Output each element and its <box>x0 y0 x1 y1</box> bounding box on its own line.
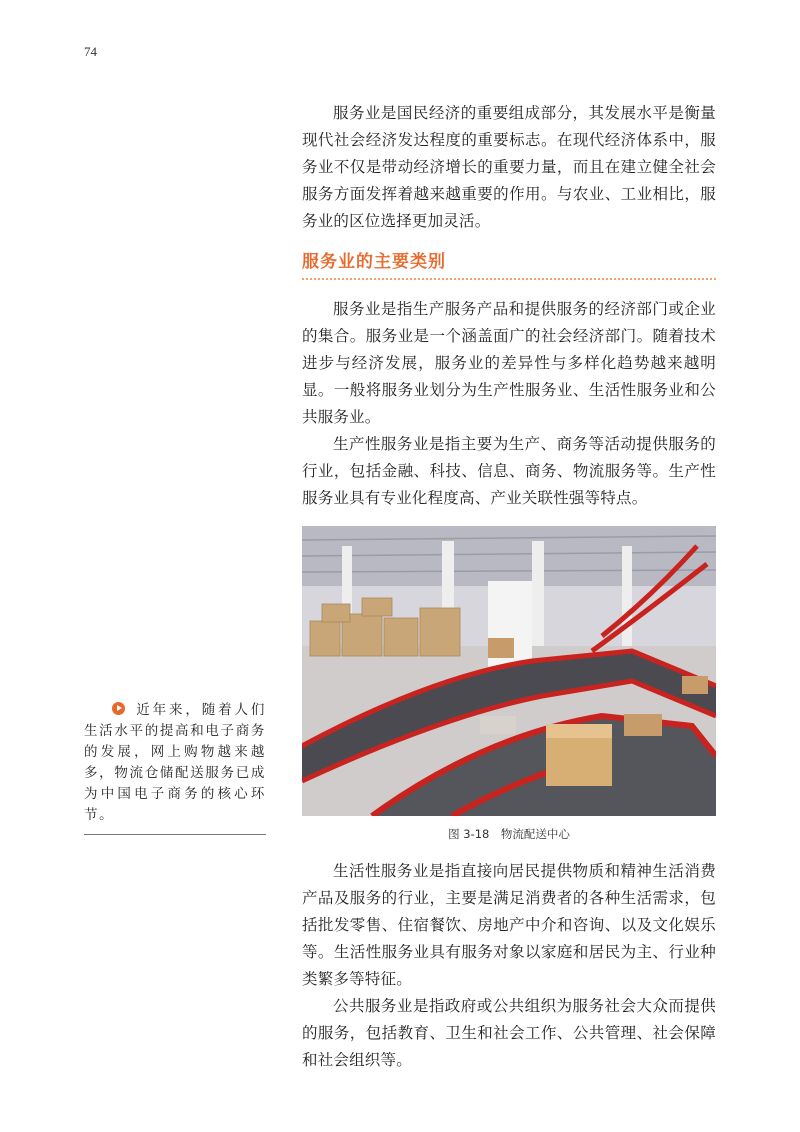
section-paragraph-1: 服务业是指生产服务产品和提供服务的经济部门或企业的集合。服务业是一个涵盖面广的社会经济部门。随着技术进步与经济发展，服务业的差异性与多样化趋势越来越明显。一般将服务业划分为生产性服务业、生活性服务业和公共服务业。 <box>302 300 716 426</box>
sidenote-text: 近年来，随着人们生活水平的提高和电子商务的发展，网上购物越来越多，物流仓储配送服务已成为中国电子商务的核心环节。 <box>84 702 266 823</box>
figure <box>302 526 716 842</box>
warehouse-illustration <box>302 526 716 816</box>
sidenote <box>84 700 266 835</box>
figure-caption: 图 3-18 物流配送中心 <box>448 827 570 841</box>
section-heading: 服务业的主要类别 <box>302 247 716 280</box>
section-body <box>302 296 716 512</box>
warehouse-photo <box>302 526 716 816</box>
main-column <box>302 100 716 1074</box>
section-paragraph-2: 生产性服务业是指主要为生产、商务等活动提供服务的行业，包括金融、科技、信息、商务、物流服务等。生产性服务业具有专业化程度高、产业关联性强等特点。 <box>302 435 716 507</box>
after-paragraph-1: 生活性服务业是指直接向居民提供物质和精神生活消费产品及服务的行业，主要是满足消费者的各种生活需求，包括批发零售、住宿餐饮、房地产中介和咨询、以及文化娱乐等。生活性服务业具有服务对象以家庭和居民为主、行业种类繁多等特征。 <box>302 862 716 988</box>
after-paragraph-2: 公共服务业是指政府或公共组织为服务社会大众而提供的服务，包括教育、卫生和社会工作、公共管理、社会保障和社会组织等。 <box>302 997 716 1069</box>
intro-paragraph: 服务业是国民经济的重要组成部分，其发展水平是衡量现代社会经济发达程度的重要标志。在现代经济体系中，服务业不仅是带动经济增长的重要力量，而且在建立健全社会服务方面发挥着越来越重要的作用。与农业、工业相比，服务业的区位选择更加灵活。 <box>302 104 716 230</box>
page-number: 74 <box>84 44 97 59</box>
play-triangle-icon <box>112 702 125 715</box>
after-figure-body <box>302 858 716 1074</box>
